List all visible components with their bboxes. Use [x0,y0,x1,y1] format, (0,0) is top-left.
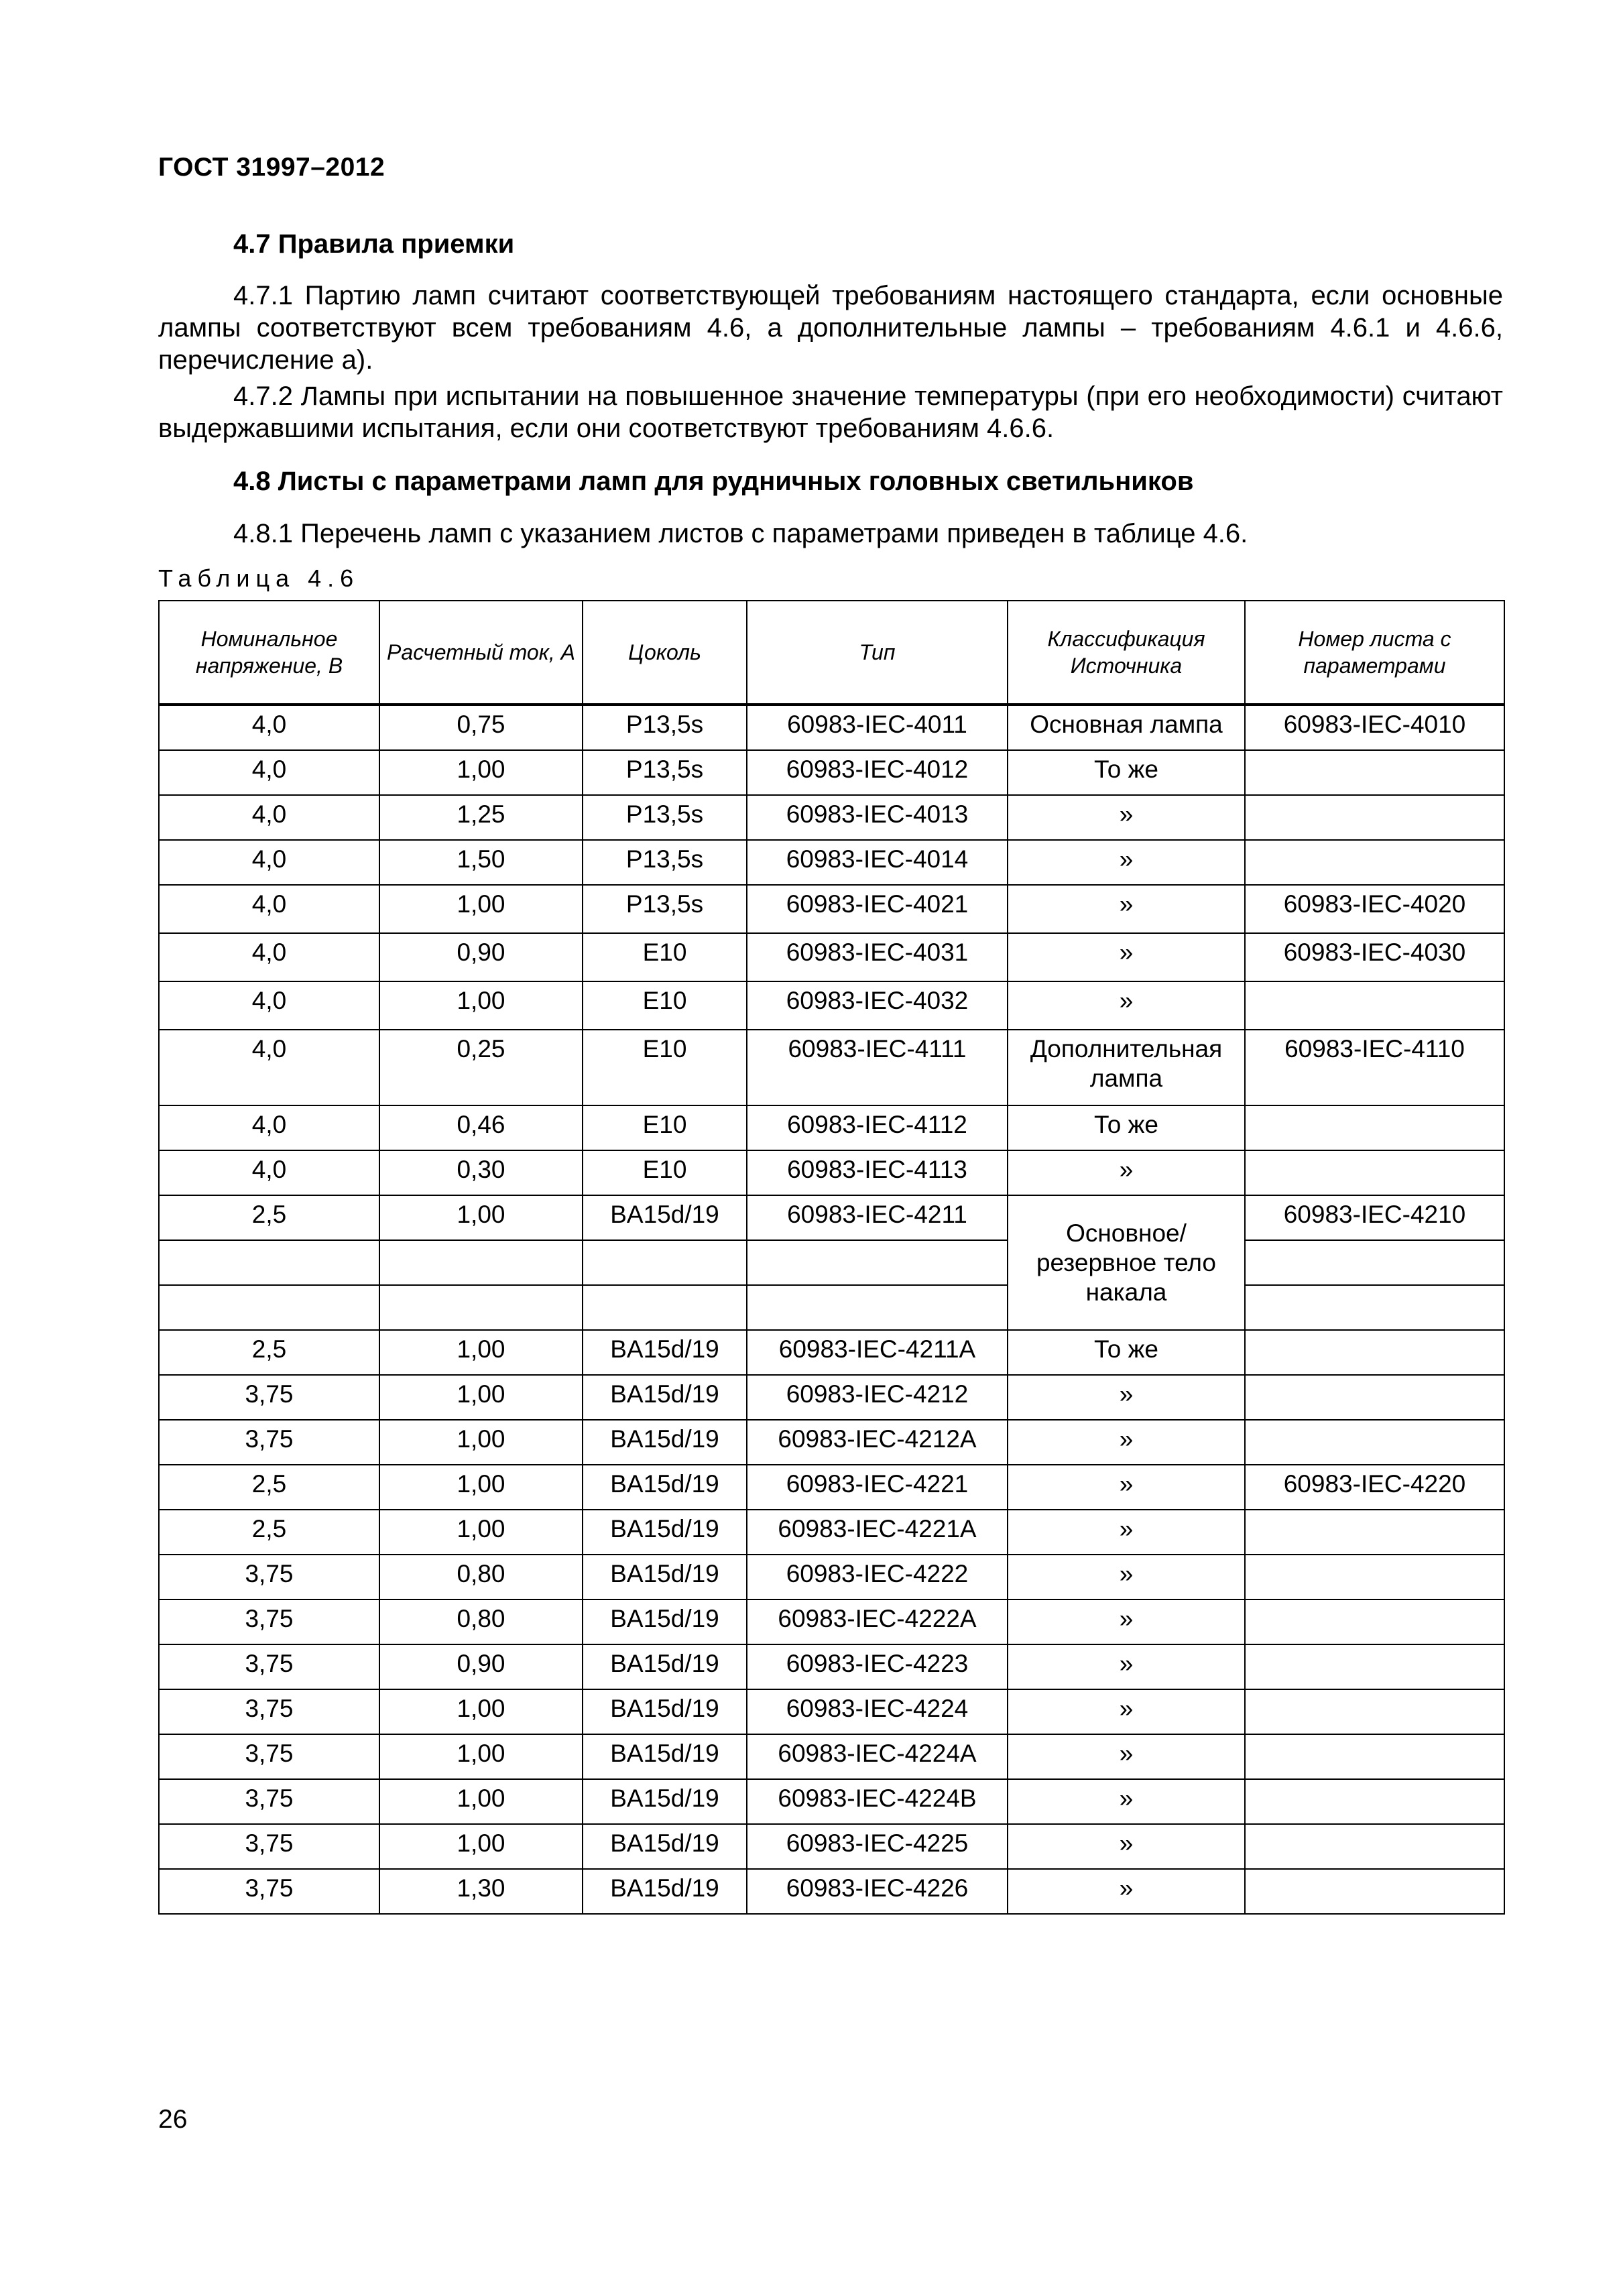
table-cell: 1,25 [379,795,583,840]
table-cell: » [1008,1689,1245,1734]
table-cell: 4,0 [159,1105,379,1150]
document-code: ГОСТ 31997–2012 [158,153,385,182]
table-cell: 1,30 [379,1869,583,1914]
table-cell: 3,75 [159,1599,379,1644]
table-cell [747,1285,1008,1330]
lamp-parameters-table [158,600,1505,1915]
table-cell [1245,1869,1504,1914]
table-cell: » [1008,933,1245,981]
table-cell: » [1008,840,1245,885]
table-cell: 60983-IEC-4031 [747,933,1008,981]
table-row [159,1285,1504,1330]
table-cell: 0,90 [379,933,583,981]
table-cell [583,1285,747,1330]
table-cell: » [1008,981,1245,1030]
table-cell [1245,795,1504,840]
table-cell [1245,1420,1504,1465]
table-cell: E10 [583,1030,747,1105]
table-cell: 2,5 [159,1330,379,1375]
table-cell: BA15d/19 [583,1824,747,1869]
table-cell: BA15d/19 [583,1195,747,1240]
table-row [159,1869,1504,1914]
table-cell [1245,1240,1504,1285]
table-row [159,933,1504,981]
table-cell [1245,1555,1504,1599]
header-source-classification: Классификация Источника [1008,601,1245,705]
table-cell: 1,00 [379,1195,583,1240]
table-cell: 60983-IEC-4226 [747,1869,1008,1914]
table-cell [1245,1779,1504,1824]
header-sheet-number: Номер листа с параметрами [1245,601,1504,705]
table-cell: 60983-IEC-4032 [747,981,1008,1030]
table-cell: 1,00 [379,1420,583,1465]
table-body [159,705,1504,1914]
table-cell [1245,1824,1504,1869]
table-cell: 3,75 [159,1555,379,1599]
table-row [159,1644,1504,1689]
table-cell: 3,75 [159,1734,379,1779]
table-cell: 60983-IEC-4224A [747,1734,1008,1779]
table-cell: BA15d/19 [583,1330,747,1375]
table-cell [1245,1510,1504,1555]
table-cell [1245,1689,1504,1734]
table-cell: 1,00 [379,885,583,933]
table-row [159,1420,1504,1465]
table-cell [1245,1734,1504,1779]
table-row [159,705,1504,750]
table-cell: » [1008,885,1245,933]
table-cell: BA15d/19 [583,1869,747,1914]
table-cell: 60983-IEC-4020 [1245,885,1504,933]
table-cell: 60983-IEC-4211A [747,1330,1008,1375]
table-cell: 60983-IEC-4010 [1245,705,1504,750]
table-row [159,1599,1504,1644]
table-cell: 60983-IEC-4113 [747,1150,1008,1195]
table-cell: 0,75 [379,705,583,750]
table-row [159,1375,1504,1420]
table-cell: 1,00 [379,1689,583,1734]
table-row [159,1465,1504,1510]
table-row [159,1030,1504,1105]
table-cell [1245,1285,1504,1330]
table-row [159,1240,1504,1285]
table-cell: 60983-IEC-4012 [747,750,1008,795]
table-cell [1245,981,1504,1030]
table-cell: 60983-IEC-4212A [747,1420,1008,1465]
header-nominal-voltage: Номинальное напряжение, В [159,601,379,705]
table-cell: BA15d/19 [583,1420,747,1465]
table-cell: BA15d/19 [583,1465,747,1510]
table-cell: 60983-IEC-4221 [747,1465,1008,1510]
table-cell: » [1008,795,1245,840]
table-row [159,1195,1504,1240]
table-cell: P13,5s [583,885,747,933]
table-cell: 4,0 [159,933,379,981]
table-cell [379,1285,583,1330]
table-cell: 3,75 [159,1420,379,1465]
table-cell: » [1008,1869,1245,1914]
table-cell: 60983-IEC-4011 [747,705,1008,750]
table-row [159,750,1504,795]
table-cell [1245,1105,1504,1150]
table-cell: То же [1008,1330,1245,1375]
table-cell: Основное/ резервное тело накала [1008,1195,1245,1330]
table-cell: 60983-IEC-4021 [747,885,1008,933]
table-cell: » [1008,1150,1245,1195]
table-cell: BA15d/19 [583,1375,747,1420]
table-cell: E10 [583,1105,747,1150]
table-cell [159,1240,379,1285]
table-cell: 0,80 [379,1599,583,1644]
table-cell: 1,00 [379,981,583,1030]
table-cell: » [1008,1375,1245,1420]
table-cell: 60983-IEC-4212 [747,1375,1008,1420]
table-cell: 1,00 [379,1824,583,1869]
table-cell: 1,00 [379,1779,583,1824]
table-cell [159,1285,379,1330]
table-caption: Таблица 4.6 [158,564,360,592]
page-number: 26 [158,2105,188,2134]
table-cell [1245,750,1504,795]
table-cell: 2,5 [159,1465,379,1510]
section-heading-4-8: 4.8 Листы с параметрами ламп для рудничных головных светильников [233,467,1194,496]
table-cell: 0,80 [379,1555,583,1599]
table-cell: BA15d/19 [583,1510,747,1555]
table-cell: » [1008,1555,1245,1599]
table-cell [583,1240,747,1285]
table-cell: 3,75 [159,1375,379,1420]
table-cell: 60983-IEC-4112 [747,1105,1008,1150]
table-cell: » [1008,1465,1245,1510]
table-cell: 60983-IEC-4222 [747,1555,1008,1599]
table-cell: 0,25 [379,1030,583,1105]
table-row [159,795,1504,840]
table-cell: 1,50 [379,840,583,885]
table-cell: То же [1008,1105,1245,1150]
table-cell: 60983-IEC-4221A [747,1510,1008,1555]
table-row [159,840,1504,885]
table-cell: 1,00 [379,1465,583,1510]
table-cell: 60983-IEC-4220 [1245,1465,1504,1510]
table-cell [747,1240,1008,1285]
table-cell: BA15d/19 [583,1555,747,1599]
table-row [159,1824,1504,1869]
table-cell: BA15d/19 [583,1689,747,1734]
table-cell: 4,0 [159,705,379,750]
table-row [159,885,1504,933]
table-cell [1245,1150,1504,1195]
table-cell: » [1008,1734,1245,1779]
table-row [159,1105,1504,1150]
header-cap: Цоколь [583,601,747,705]
table-cell: » [1008,1599,1245,1644]
table-cell: 1,00 [379,1510,583,1555]
table-cell: 60983-IEC-4223 [747,1644,1008,1689]
header-rated-current: Расчетный ток, А [379,601,583,705]
table-cell: » [1008,1644,1245,1689]
table-cell: 4,0 [159,981,379,1030]
table-cell [1245,840,1504,885]
table-cell: BA15d/19 [583,1599,747,1644]
table-row [159,1689,1504,1734]
table-cell: » [1008,1824,1245,1869]
table-row [159,1734,1504,1779]
table-cell: E10 [583,933,747,981]
table-cell: 60983-IEC-4225 [747,1824,1008,1869]
table-cell: P13,5s [583,840,747,885]
table-row [159,1555,1504,1599]
paragraph-4-7-1: 4.7.1 Партию ламп считают соответствующей требованиям настоящего стандарта, если основные лампы соответствуют всем требованиям 4.6, а дополнительные лампы – требованиям 4.6.1 и 4.6.6, перечисление а). [158,281,1503,375]
table-cell: 60983-IEC-4014 [747,840,1008,885]
table-cell: » [1008,1779,1245,1824]
table-cell: 0,46 [379,1105,583,1150]
table-row [159,981,1504,1030]
table-cell: P13,5s [583,750,747,795]
table-cell: BA15d/19 [583,1644,747,1689]
table-cell: P13,5s [583,795,747,840]
table-cell [379,1240,583,1285]
table-cell: 4,0 [159,885,379,933]
table-cell: 1,00 [379,1375,583,1420]
table-cell: P13,5s [583,705,747,750]
table-cell [1245,1599,1504,1644]
table-cell: 4,0 [159,1150,379,1195]
table-cell: » [1008,1510,1245,1555]
table-cell: 2,5 [159,1510,379,1555]
table-cell: 3,75 [159,1824,379,1869]
table-cell [1245,1375,1504,1420]
table-cell: 3,75 [159,1689,379,1734]
table-cell: Основная лампа [1008,705,1245,750]
table-cell: 3,75 [159,1779,379,1824]
table-cell: 60983-IEC-4211 [747,1195,1008,1240]
table-cell: E10 [583,981,747,1030]
table-cell: 60983-IEC-4013 [747,795,1008,840]
table-cell: BA15d/19 [583,1734,747,1779]
table-cell: 60983-IEC-4224B [747,1779,1008,1824]
table-cell: BA15d/19 [583,1779,747,1824]
table-cell: 4,0 [159,750,379,795]
table-cell: 2,5 [159,1195,379,1240]
table-cell [1245,1330,1504,1375]
table-row [159,1150,1504,1195]
paragraph-4-8-1: 4.8.1 Перечень ламп с указанием листов с параметрами приведен в таблице 4.6. [233,519,1248,548]
table-header-row [159,601,1504,705]
table-cell: E10 [583,1150,747,1195]
table-cell: 3,75 [159,1869,379,1914]
table-cell: 60983-IEC-4224 [747,1689,1008,1734]
table-cell [1245,1644,1504,1689]
table-cell: 60983-IEC-4030 [1245,933,1504,981]
table-cell: 1,00 [379,1330,583,1375]
table-cell: 60983-IEC-4222A [747,1599,1008,1644]
table-row [159,1779,1504,1824]
table-cell: 0,90 [379,1644,583,1689]
table-cell: То же [1008,750,1245,795]
table-cell: 3,75 [159,1644,379,1689]
table-cell: 1,00 [379,750,583,795]
table-cell: » [1008,1420,1245,1465]
table-cell: 4,0 [159,1030,379,1105]
table-cell: 0,30 [379,1150,583,1195]
table-cell: 60983-IEC-4210 [1245,1195,1504,1240]
table-cell: Дополнительная лампа [1008,1030,1245,1105]
table-cell: 1,00 [379,1734,583,1779]
paragraph-4-7-2: 4.7.2 Лампы при испытании на повышенное значение температуры (при его необходимости) считают выдержавшими испытания, если они соответствуют требованиям 4.6.6. [158,381,1503,443]
section-heading-4-7: 4.7 Правила приемки [233,229,515,259]
header-type: Тип [747,601,1008,705]
table-cell: 4,0 [159,795,379,840]
table-row [159,1330,1504,1375]
table-cell: 60983-IEC-4110 [1245,1030,1504,1105]
table-cell: 4,0 [159,840,379,885]
table-row [159,1510,1504,1555]
table-cell: 60983-IEC-4111 [747,1030,1008,1105]
